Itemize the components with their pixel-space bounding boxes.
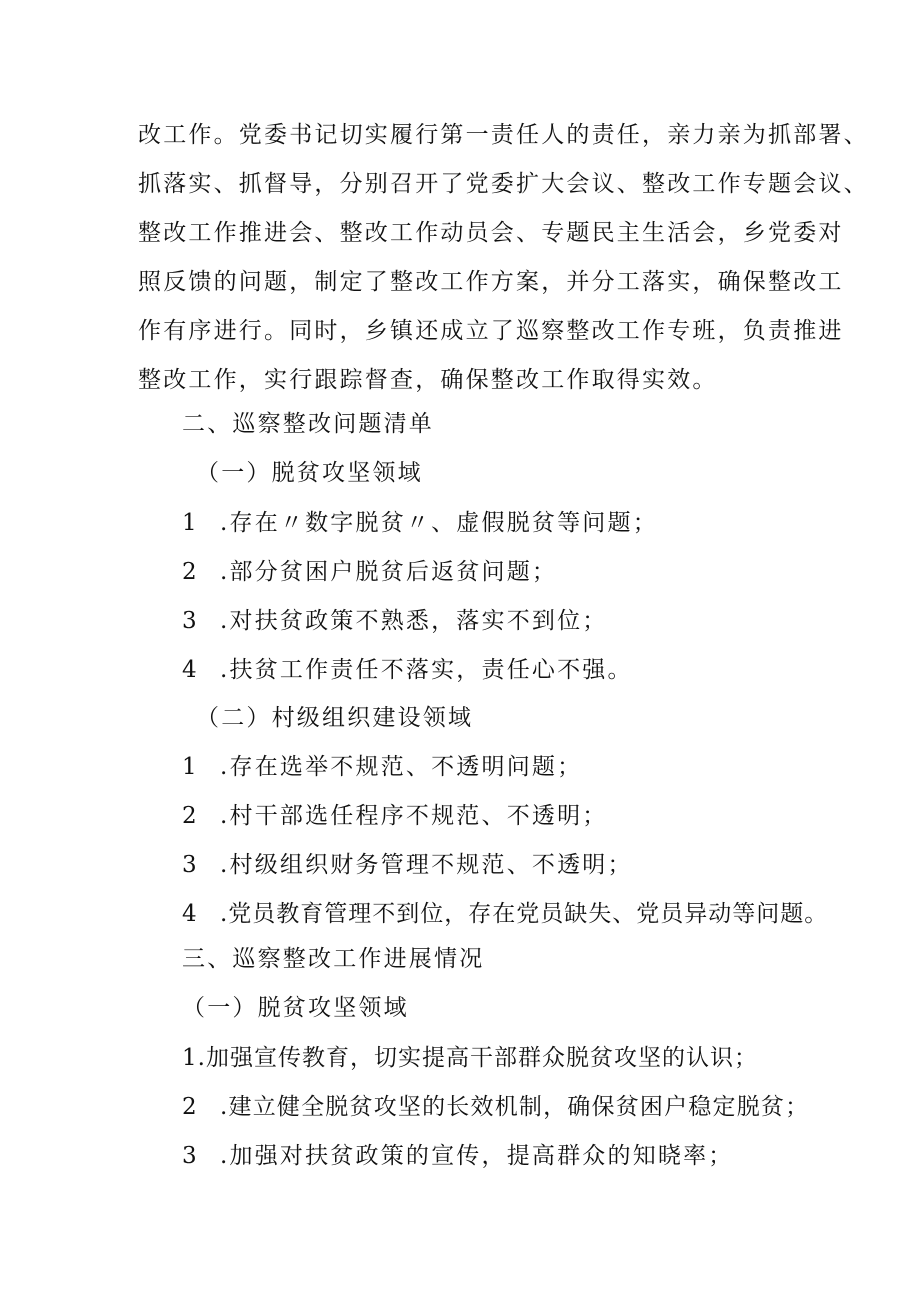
item-text: .党员教育管理不到位，存在党员缺失、党员异动等问题。 — [220, 901, 829, 927]
item-text: .加强宣传教育，切实提高干部群众脱贫攻坚的认识； — [197, 1045, 758, 1071]
item-number: 4 — [182, 901, 198, 927]
list-item — [182, 1141, 734, 1171]
item-text: .部分贫困户脱贫后返贫问题； — [220, 559, 558, 585]
subsection-heading: （一）脱贫攻坚领域 — [196, 460, 423, 486]
item-text: .村级组织财务管理不规范、不透明； — [220, 852, 633, 878]
item-number: 2 — [182, 559, 199, 585]
paragraph-line: 整改工作推进会、整改工作动员会、专题民主生活会，乡党委对 — [138, 220, 844, 246]
list-item — [182, 1043, 758, 1073]
list-item — [182, 557, 557, 587]
item-number: 1 — [182, 754, 199, 780]
list-item — [182, 850, 633, 880]
list-item — [182, 1092, 809, 1122]
item-number: 3 — [182, 852, 199, 878]
item-text: .建立健全脱贫攻坚的长效机制，确保贫困户稳定脱贫； — [220, 1094, 810, 1120]
list-item — [182, 801, 608, 831]
item-text: .扶贫工作责任不落实，责任心不强。 — [220, 657, 633, 683]
subsection-heading: （一）脱贫攻坚领域 — [182, 995, 409, 1021]
item-text: .对扶贫政策不熟悉，落实不到位； — [220, 608, 608, 634]
item-number: 2 — [182, 1094, 198, 1120]
section-heading: 二、巡察整改问题清单 — [182, 411, 434, 437]
item-text: .存在选举不规范、不透明问题； — [220, 754, 583, 780]
paragraph-line: 抓落实、抓督导，分别召开了党委扩大会议、整改工作专题会议、 — [138, 171, 869, 197]
item-number: 3 — [182, 1143, 199, 1169]
item-text: .存在〃数字脱贫〃、虚假脱贫等问题； — [220, 510, 658, 536]
item-number: 4 — [182, 657, 199, 683]
item-number: 2 — [182, 803, 199, 829]
list-item — [182, 655, 633, 685]
paragraph-line: 整改工作，实行跟踪督查，确保整改工作取得实效。 — [138, 367, 718, 393]
list-item — [182, 508, 658, 538]
item-number: 3 — [182, 608, 199, 634]
section-heading: 三、巡察整改工作进展情况 — [182, 946, 485, 972]
paragraph-line: 照反馈的问题，制定了整改工作方案，并分工落实，确保整改工 — [138, 269, 844, 295]
item-text: .村干部选任程序不规范、不透明； — [220, 803, 608, 829]
list-item — [182, 606, 608, 636]
paragraph-line: 作有序进行。同时，乡镇还成立了巡察整改工作专班，负责推进 — [138, 318, 844, 344]
list-item — [182, 752, 582, 782]
item-number: 1 — [182, 510, 199, 536]
subsection-heading: （二）村级组织建设领域 — [196, 705, 474, 731]
list-item — [182, 899, 828, 929]
item-text: .加强对扶贫政策的宣传，提高群众的知晓率； — [220, 1143, 734, 1169]
item-number: 1 — [182, 1045, 198, 1071]
paragraph-line: 改工作。党委书记切实履行第一责任人的责任，亲力亲为抓部署、 — [138, 122, 869, 148]
